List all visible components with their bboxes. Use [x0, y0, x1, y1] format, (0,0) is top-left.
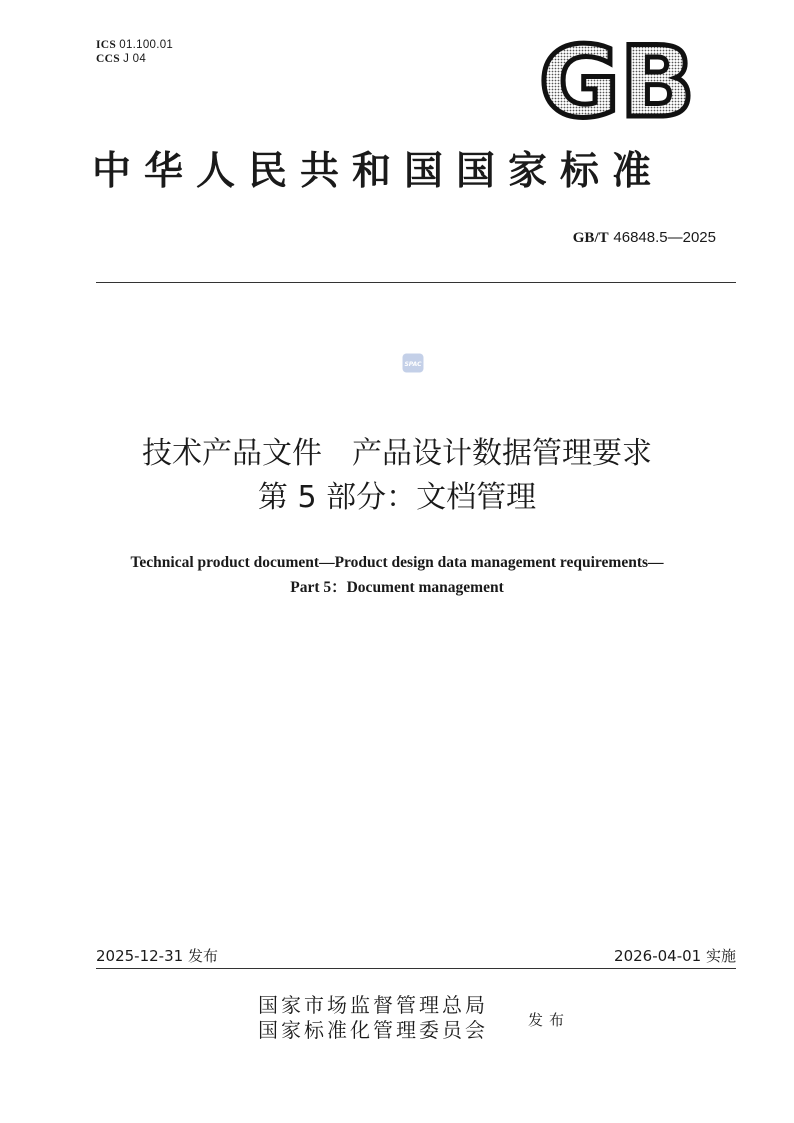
- english-title: [60, 550, 734, 600]
- ccs-label: CCS: [96, 53, 120, 65]
- standard-number: [480, 228, 716, 247]
- classification-codes: [96, 38, 173, 66]
- english-title-line2: Part 5：Document management: [290, 579, 504, 596]
- chinese-title-line2: 第 5 部分：文档管理: [257, 480, 537, 515]
- gb-logo: [536, 40, 698, 122]
- footer-divider: [96, 968, 736, 969]
- chinese-title-line1: 技术产品文件 产品设计数据管理要求: [142, 436, 652, 471]
- spac-watermark-icon: [402, 353, 424, 373]
- publish-label: 发布: [528, 1011, 571, 1029]
- ics-code: [96, 38, 173, 52]
- spac-watermark-text: SPAC: [404, 361, 422, 368]
- gb-logo-text: GB: [539, 40, 695, 122]
- standard-number-prefix: GB/T: [572, 230, 609, 246]
- ccs-value: J 04: [123, 53, 147, 65]
- effective-date: 2026-04-01 实施: [614, 947, 736, 965]
- ics-value: 01.100.01: [119, 39, 174, 51]
- chinese-title: [60, 432, 734, 520]
- english-title-line1: Technical product document—Product design data management requirements—: [130, 554, 664, 571]
- issuer-samr: 国家市场监督管理总局: [258, 993, 488, 1017]
- issuer-sac: 国家标准化管理委员会: [258, 1018, 488, 1042]
- national-standard-title: 中华人民共和国国家标准: [92, 149, 665, 194]
- ccs-code: [96, 52, 173, 66]
- standard-number-code: 46848.5—2025: [613, 229, 716, 246]
- header-divider: [96, 282, 736, 283]
- issuing-organizations: [258, 993, 488, 1043]
- issue-date: 2025-12-31 发布: [96, 947, 218, 965]
- ics-label: ICS: [96, 39, 117, 51]
